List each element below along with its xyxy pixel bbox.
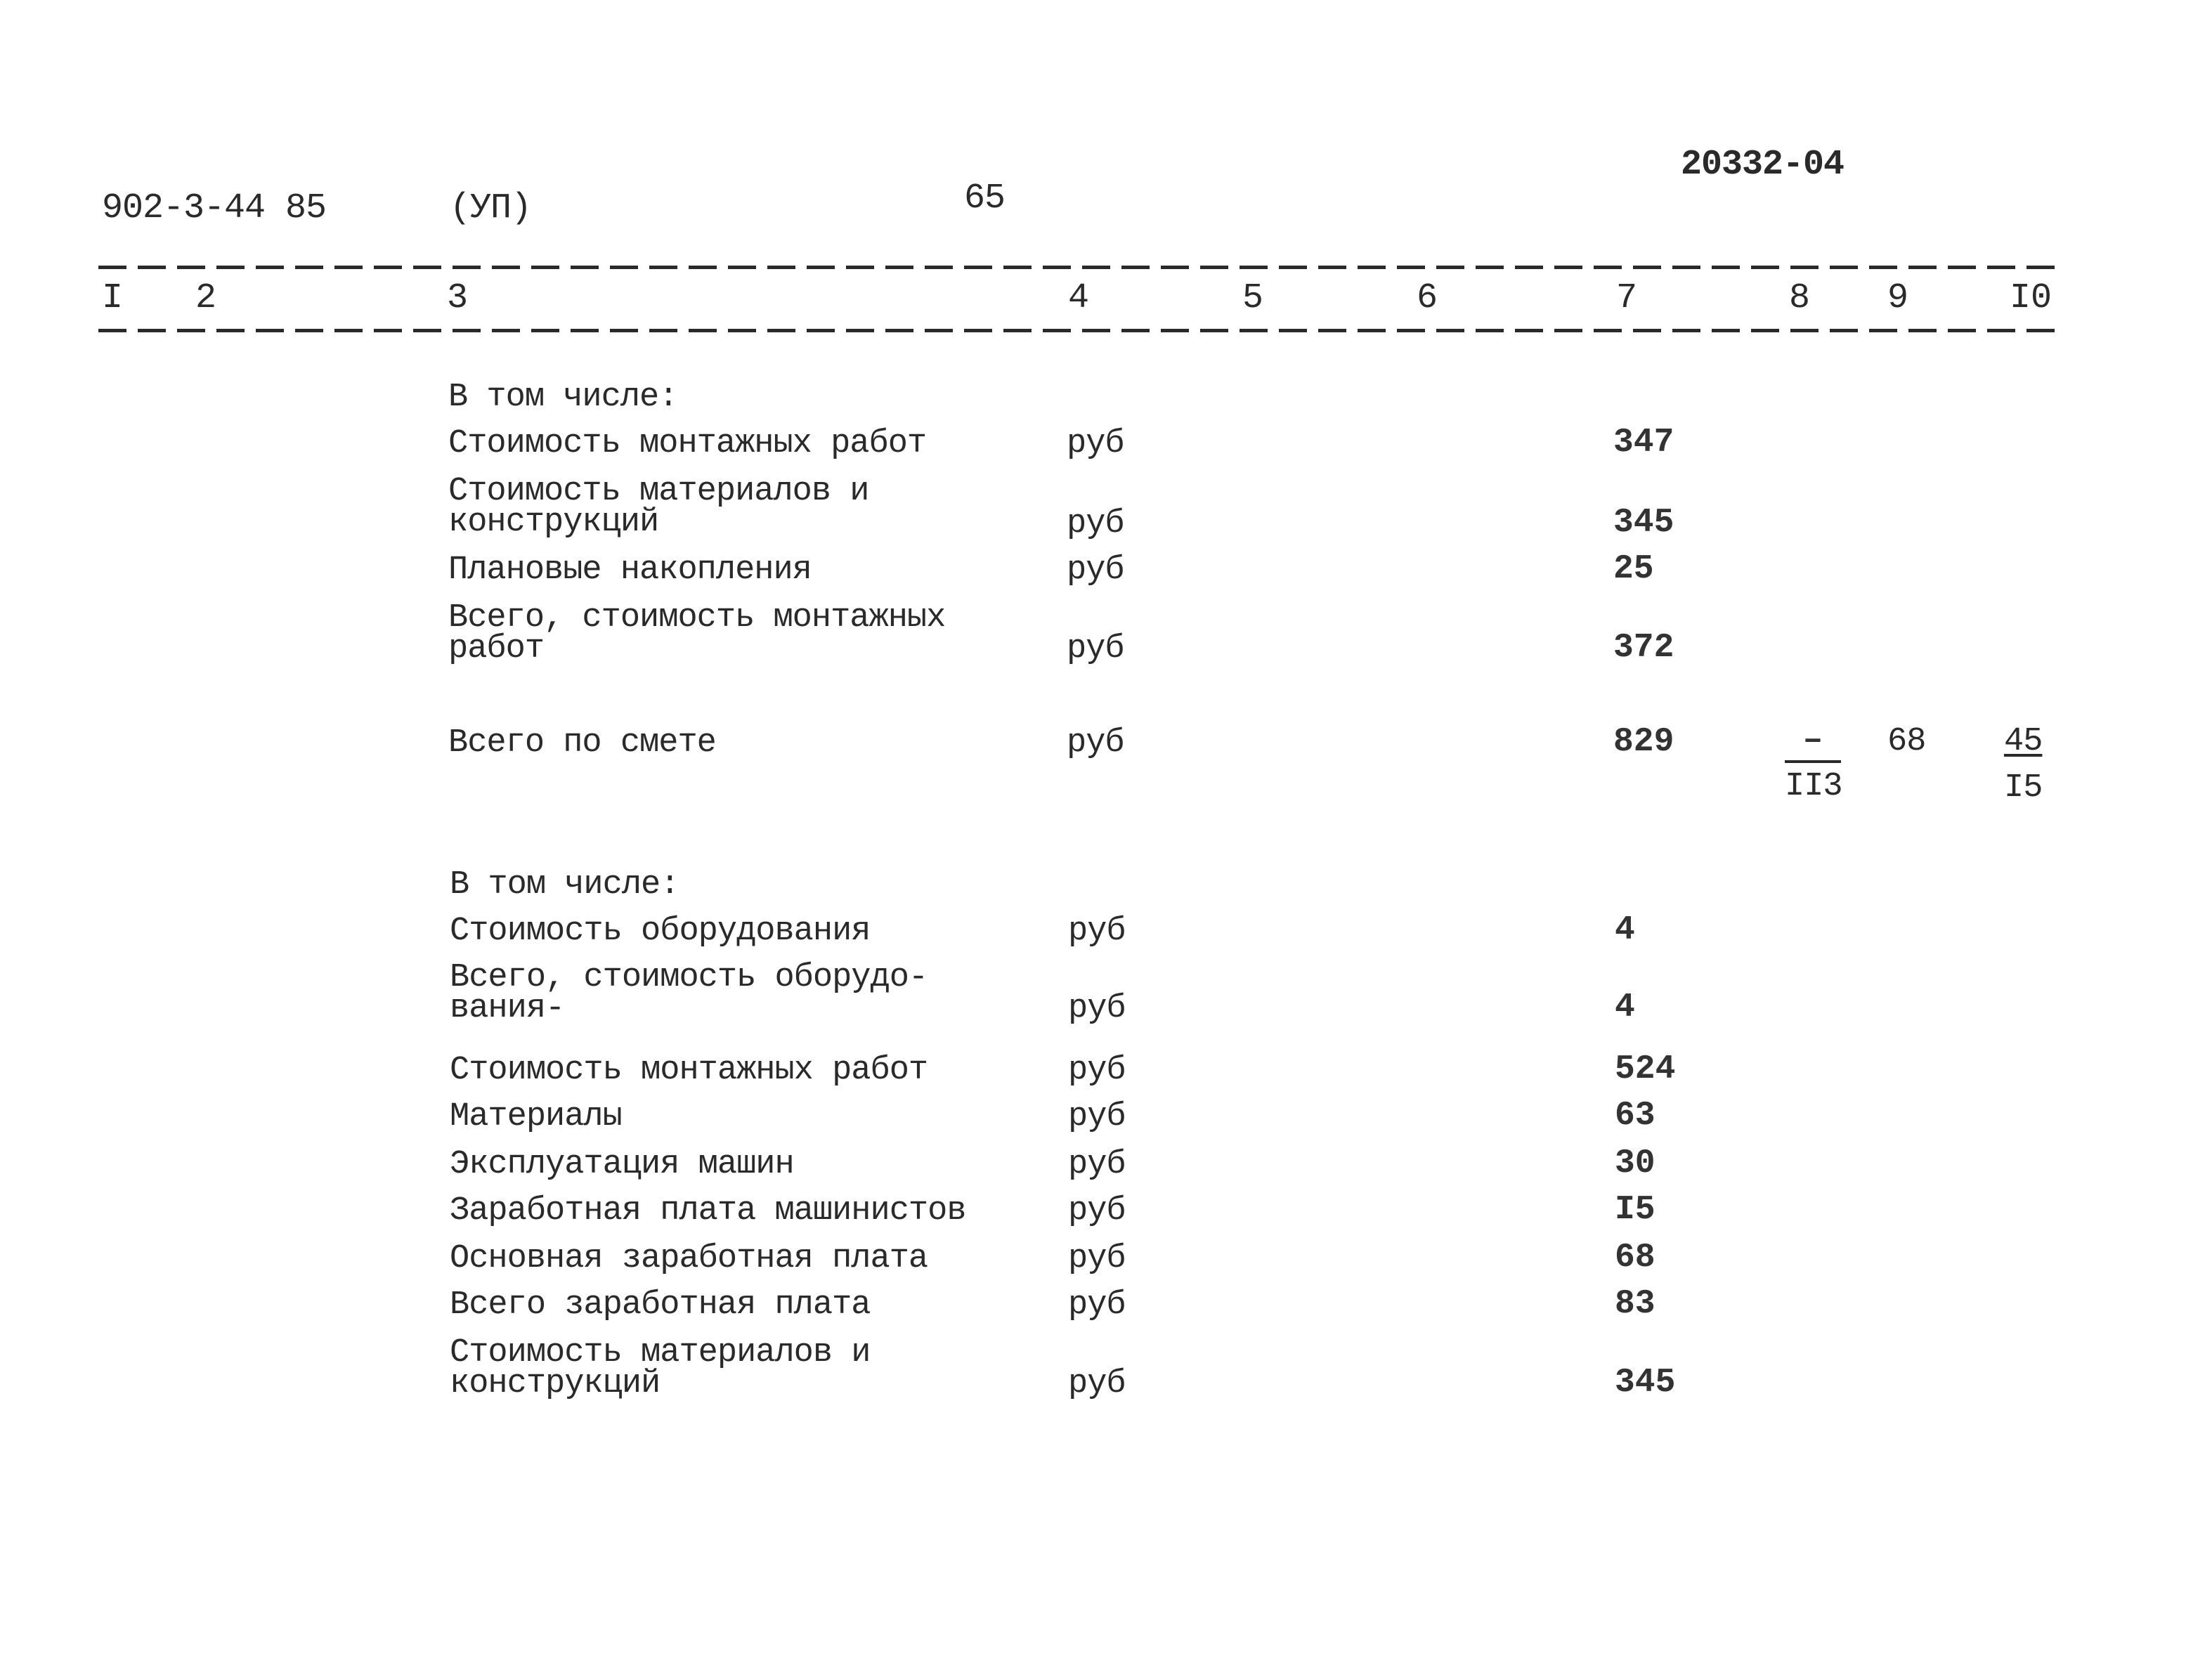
- row-label: Стоимость монтажных работ: [450, 1052, 928, 1089]
- block1-heading: В том числе:: [448, 379, 678, 416]
- row-unit: руб: [1067, 505, 1124, 542]
- row-unit: руб: [1068, 1286, 1126, 1324]
- row-unit: руб: [1068, 990, 1126, 1027]
- row-unit: руб: [1068, 1240, 1126, 1277]
- row-unit: руб: [1068, 1192, 1126, 1230]
- row-label: Всего, стоимость оборудо- вания-: [450, 959, 928, 1027]
- col-header-8: 8: [1789, 278, 1811, 318]
- row-value: 4: [1615, 989, 1635, 1026]
- row-value: 25: [1613, 550, 1654, 588]
- row-unit: руб: [1067, 552, 1124, 589]
- row-unit: руб: [1067, 630, 1124, 667]
- col-header-10: I0: [2010, 278, 2052, 318]
- row-label: Всего заработная плата: [450, 1286, 871, 1324]
- archive-number: 20332-04: [1681, 145, 1845, 185]
- row-unit: руб: [1067, 425, 1124, 462]
- row-unit: руб: [1068, 1365, 1126, 1402]
- table-rule-top: [98, 266, 2066, 269]
- row-value: 345: [1615, 1364, 1676, 1402]
- row-value: 30: [1615, 1145, 1655, 1182]
- row-unit: руб: [1068, 1052, 1126, 1089]
- total-col8-top: –: [1785, 724, 1841, 763]
- total-col10-top: 45: [2004, 723, 2043, 760]
- row-value: 68: [1615, 1239, 1655, 1277]
- row-unit: руб: [1068, 913, 1126, 950]
- total-col9: 68: [1887, 723, 1926, 760]
- row-label: Основная заработная плата: [450, 1240, 928, 1277]
- col-header-9: 9: [1887, 278, 1909, 318]
- row-value: 372: [1613, 629, 1674, 667]
- table-rule-bottom: [98, 329, 2066, 332]
- total-label: Всего по смете: [448, 724, 716, 762]
- row-label: Всего, стоимость монтажных работ: [448, 599, 946, 667]
- total-col10-bottom: I5: [2004, 769, 2043, 807]
- col-header-2: 2: [195, 278, 217, 318]
- row-label: Эксплуатация машин: [450, 1146, 794, 1183]
- col-header-4: 4: [1068, 278, 1090, 318]
- row-label: Плановые накопления: [448, 552, 812, 589]
- row-label: Заработная плата машинистов: [450, 1192, 966, 1230]
- block2-heading: В том числе:: [450, 866, 679, 904]
- row-value: 83: [1615, 1285, 1655, 1323]
- col-header-3: 3: [447, 278, 469, 318]
- page-number: 65: [964, 178, 1006, 219]
- row-label: Стоимость материалов и конструкций: [450, 1334, 871, 1402]
- row-label: Материалы: [450, 1098, 622, 1135]
- row-value: 347: [1613, 424, 1674, 462]
- row-label: Стоимость оборудования: [450, 913, 871, 950]
- row-label: Стоимость монтажных работ: [448, 425, 927, 462]
- document-code: 902-3-44 85: [102, 188, 327, 228]
- row-value: I5: [1615, 1191, 1655, 1229]
- row-value: 524: [1615, 1050, 1676, 1088]
- total-col8-bottom: II3: [1785, 768, 1842, 805]
- total-value: 829: [1613, 723, 1674, 761]
- col-header-6: 6: [1417, 278, 1438, 318]
- row-unit: руб: [1068, 1098, 1126, 1135]
- total-unit: руб: [1067, 724, 1124, 762]
- section-marker: (УП): [450, 188, 532, 228]
- row-value: 63: [1615, 1097, 1655, 1135]
- row-unit: руб: [1068, 1146, 1126, 1183]
- col-header-5: 5: [1242, 278, 1264, 318]
- row-value: 345: [1613, 504, 1674, 542]
- col-header-1: I: [102, 278, 124, 318]
- row-value: 4: [1615, 911, 1635, 949]
- col-header-7: 7: [1616, 278, 1638, 318]
- row-label: Стоимость материалов и конструкций: [448, 473, 869, 541]
